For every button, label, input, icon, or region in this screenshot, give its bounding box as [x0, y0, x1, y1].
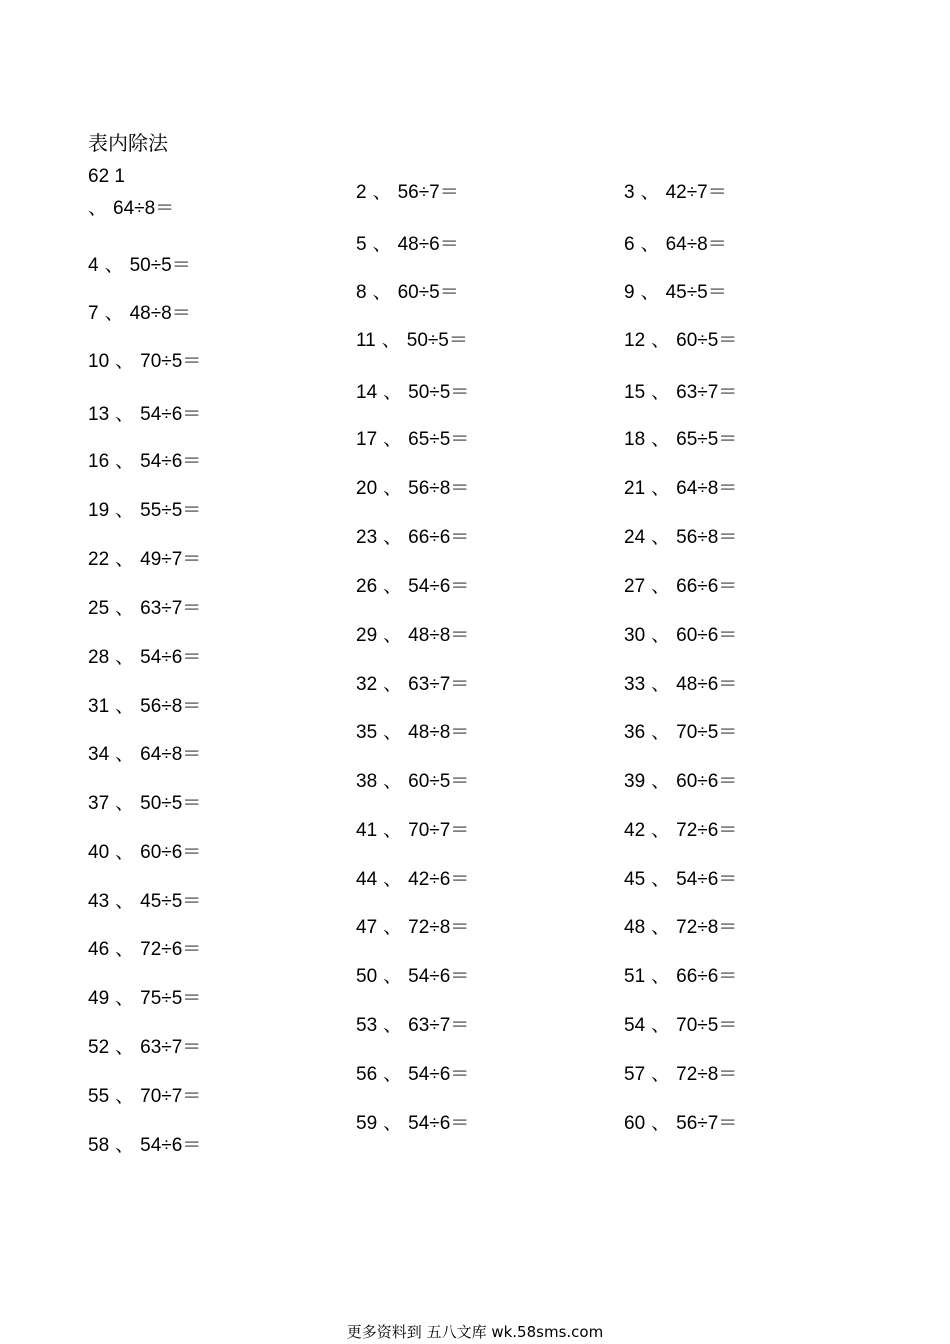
problem-separator: 、 [383, 382, 403, 403]
problem-expression: 60÷5＝ [397, 282, 459, 303]
problem-number: 58 [88, 1135, 110, 1156]
problem-item [356, 526, 469, 550]
problem-item [88, 1036, 201, 1060]
problem-separator: 、 [115, 1086, 135, 1107]
problem-number: 24 [624, 527, 646, 548]
problem-item [356, 819, 469, 843]
problem-number: 10 [88, 351, 110, 372]
problem-expression: 49÷7＝ [140, 549, 202, 570]
page-title: 表内除法 [88, 131, 168, 155]
problem-expression: 66÷6＝ [676, 966, 738, 987]
problem-separator: 、 [383, 1015, 403, 1036]
problem-item [624, 721, 737, 745]
problem-expression: 75÷5＝ [140, 988, 202, 1009]
problem-separator: 、 [115, 842, 135, 863]
problem-expression: 42÷6＝ [408, 869, 470, 890]
problem-number: 5 [356, 234, 367, 255]
problem-item [88, 450, 201, 474]
problem-separator: 、 [383, 820, 403, 841]
problem-expression: 50÷5＝ [129, 255, 191, 276]
problem-number: 7 [88, 303, 99, 324]
problem-item [356, 965, 469, 989]
problem-separator: 、 [383, 1113, 403, 1134]
problem-number: 37 [88, 793, 110, 814]
problem-separator: 、 [651, 625, 671, 646]
problem-expression: 54÷6＝ [140, 647, 202, 668]
problem-separator: 、 [372, 182, 392, 203]
problem-number: 3 [624, 182, 635, 203]
problem-item [624, 624, 737, 648]
problem-number: 15 [624, 382, 646, 403]
problem-item [356, 381, 469, 405]
problem-separator: 、 [651, 771, 671, 792]
problem-number: 44 [356, 869, 378, 890]
problem-item [624, 819, 737, 843]
problem-expression: 63÷7＝ [140, 1037, 202, 1058]
problem-separator: 、 [372, 234, 392, 255]
problem-item [624, 428, 737, 452]
problem-separator: 、 [115, 1037, 135, 1058]
problem-item [88, 197, 174, 221]
problem-separator: 、 [115, 351, 135, 372]
problem-expression: 54÷6＝ [676, 869, 738, 890]
problem-expression: 70÷5＝ [676, 722, 738, 743]
problem-expression: 60÷5＝ [676, 330, 738, 351]
problem-number: 22 [88, 549, 110, 570]
problem-item [356, 428, 469, 452]
problem-item [356, 281, 459, 305]
problem-expression: 48÷8＝ [408, 722, 470, 743]
problem-separator: 、 [115, 744, 135, 765]
problem-separator: 、 [381, 330, 401, 351]
problem-item [356, 721, 469, 745]
problem-expression: 72÷6＝ [140, 939, 202, 960]
problem-item [88, 499, 201, 523]
problem-separator: 、 [115, 1135, 135, 1156]
problem-number: 43 [88, 891, 110, 912]
problem-item [356, 329, 468, 353]
problem-separator: 、 [115, 939, 135, 960]
problem-number: 35 [356, 722, 378, 743]
problem-item [624, 575, 737, 599]
problem-separator: 、 [383, 576, 403, 597]
problem-item [88, 302, 191, 326]
problem-item [88, 938, 201, 962]
problem-number: 27 [624, 576, 646, 597]
problem-item [624, 770, 737, 794]
problem-item [356, 673, 469, 697]
problem-item [624, 673, 737, 697]
problem-number: 46 [88, 939, 110, 960]
problem-number: 4 [88, 255, 99, 276]
problem-item [624, 526, 737, 550]
problem-number: 9 [624, 282, 635, 303]
problem-number: 20 [356, 478, 378, 499]
problem-number: 29 [356, 625, 378, 646]
problem-expression: 64÷8＝ [113, 198, 175, 219]
problem-expression: 60÷6＝ [140, 842, 202, 863]
problem-separator: 、 [383, 966, 403, 987]
problem-separator: 、 [640, 234, 660, 255]
problem-expression: 54÷6＝ [408, 576, 470, 597]
problem-expression: 54÷6＝ [140, 404, 202, 425]
problem-number: 23 [356, 527, 378, 548]
problem-separator: 、 [115, 793, 135, 814]
problem-item [88, 597, 201, 621]
problem-separator: 、 [115, 549, 135, 570]
problem-separator: 、 [651, 1064, 671, 1085]
problem-item [624, 965, 737, 989]
problem-item [356, 477, 469, 501]
problem-expression: 70÷7＝ [140, 1086, 202, 1107]
problem-expression: 70÷5＝ [676, 1015, 738, 1036]
problem-separator: 、 [651, 478, 671, 499]
problem-number: 54 [624, 1015, 646, 1036]
problem-number: 21 [624, 478, 646, 499]
problem-item [356, 575, 469, 599]
problem-number: 31 [88, 696, 110, 717]
problem-number: 45 [624, 869, 646, 890]
problem-separator: 、 [104, 303, 124, 324]
problem-separator: 、 [651, 1113, 671, 1134]
problem-expression: 65÷5＝ [676, 429, 738, 450]
problem-item [624, 868, 737, 892]
problem-expression: 48÷8＝ [129, 303, 191, 324]
problem-expression: 72÷8＝ [408, 917, 470, 938]
problem-item [624, 477, 737, 501]
problem-item [88, 743, 201, 767]
problem-separator: 、 [383, 869, 403, 890]
problem-separator: 、 [115, 696, 135, 717]
problem-expression: 60÷6＝ [676, 625, 738, 646]
problem-expression: 50÷5＝ [140, 793, 202, 814]
problem-separator: 、 [383, 527, 403, 548]
problem-expression: 54÷6＝ [140, 451, 202, 472]
problem-expression: 48÷6＝ [676, 674, 738, 695]
problem-item [356, 624, 469, 648]
problem-expression: 60÷6＝ [676, 771, 738, 792]
problem-item [356, 1112, 469, 1136]
problem-number: 48 [624, 917, 646, 938]
problem-expression: 56÷8＝ [408, 478, 470, 499]
problem-expression: 70÷5＝ [140, 351, 202, 372]
problem-expression: 64÷8＝ [665, 234, 727, 255]
header-line: 62 1 [88, 166, 125, 187]
problem-expression: 42÷7＝ [665, 182, 727, 203]
problem-expression: 55÷5＝ [140, 500, 202, 521]
problem-number: 18 [624, 429, 646, 450]
problem-number: 55 [88, 1086, 110, 1107]
problem-number: 25 [88, 598, 110, 619]
problem-item [88, 1085, 201, 1109]
problem-separator: 、 [115, 500, 135, 521]
problem-expression: 63÷7＝ [408, 674, 470, 695]
problem-item [624, 1014, 737, 1038]
problem-expression: 60÷5＝ [408, 771, 470, 792]
problem-separator: 、 [115, 647, 135, 668]
problem-item [88, 646, 201, 670]
problem-expression: 50÷5＝ [408, 382, 470, 403]
problem-separator: 、 [372, 282, 392, 303]
problem-expression: 56÷8＝ [140, 696, 202, 717]
problem-number: 11 [356, 330, 376, 351]
problem-number: 53 [356, 1015, 378, 1036]
problem-item [624, 329, 737, 353]
problem-separator: 、 [104, 255, 124, 276]
problem-number: 49 [88, 988, 110, 1009]
problem-number: 51 [624, 966, 646, 987]
problem-expression: 45÷5＝ [665, 282, 727, 303]
problem-separator: 、 [651, 429, 671, 450]
problem-number: 6 [624, 234, 635, 255]
problem-expression: 66÷6＝ [408, 527, 470, 548]
problem-expression: 63÷7＝ [408, 1015, 470, 1036]
problem-separator: 、 [383, 625, 403, 646]
problem-number: 13 [88, 404, 110, 425]
problem-item [624, 381, 737, 405]
problem-separator: 、 [651, 674, 671, 695]
problem-item [356, 181, 459, 205]
problem-item [88, 792, 201, 816]
problem-expression: 63÷7＝ [140, 598, 202, 619]
problem-number: 47 [356, 917, 378, 938]
problem-number: 2 [356, 182, 367, 203]
problem-expression: 64÷8＝ [140, 744, 202, 765]
problem-item [624, 281, 727, 305]
problem-expression: 72÷8＝ [676, 917, 738, 938]
problem-number: 42 [624, 820, 646, 841]
problem-item [88, 548, 201, 572]
problem-separator: 、 [88, 198, 108, 219]
problem-number: 60 [624, 1113, 646, 1134]
problem-expression: 64÷8＝ [676, 478, 738, 499]
problem-number: 57 [624, 1064, 646, 1085]
problem-number: 14 [356, 382, 378, 403]
problem-number: 59 [356, 1113, 378, 1134]
problem-expression: 65÷5＝ [408, 429, 470, 450]
problem-separator: 、 [115, 451, 135, 472]
problem-item [88, 254, 191, 278]
problem-number: 33 [624, 674, 646, 695]
problem-number: 50 [356, 966, 378, 987]
problem-item [88, 403, 201, 427]
problem-number: 34 [88, 744, 110, 765]
problem-item [356, 770, 469, 794]
problem-number: 36 [624, 722, 646, 743]
problem-item [88, 350, 201, 374]
problem-expression: 50÷5＝ [406, 330, 468, 351]
problem-item [88, 695, 201, 719]
problem-expression: 56÷7＝ [676, 1113, 738, 1134]
problem-item [88, 987, 201, 1011]
problem-number: 17 [356, 429, 378, 450]
problem-number: 41 [356, 820, 378, 841]
problem-item [356, 1063, 469, 1087]
problem-number: 52 [88, 1037, 110, 1058]
problem-item [88, 890, 201, 914]
problem-separator: 、 [651, 382, 671, 403]
problem-separator: 、 [383, 917, 403, 938]
problem-number: 56 [356, 1064, 378, 1085]
problem-separator: 、 [651, 966, 671, 987]
problem-item [88, 1134, 201, 1158]
problem-expression: 54÷6＝ [140, 1135, 202, 1156]
problem-expression: 54÷6＝ [408, 1113, 470, 1134]
problem-item [356, 868, 469, 892]
problem-number: 8 [356, 282, 367, 303]
problem-expression: 72÷8＝ [676, 1064, 738, 1085]
problem-item [88, 841, 201, 865]
problem-separator: 、 [115, 404, 135, 425]
problem-expression: 48÷8＝ [408, 625, 470, 646]
problem-number: 30 [624, 625, 646, 646]
problem-number: 19 [88, 500, 110, 521]
problem-number: 39 [624, 771, 646, 792]
problem-item [624, 916, 737, 940]
problem-number: 40 [88, 842, 110, 863]
problem-separator: 、 [651, 722, 671, 743]
problem-separator: 、 [651, 869, 671, 890]
problem-item [624, 1112, 737, 1136]
problem-expression: 56÷7＝ [397, 182, 459, 203]
problem-separator: 、 [115, 988, 135, 1009]
problem-expression: 56÷8＝ [676, 527, 738, 548]
problem-expression: 63÷7＝ [676, 382, 738, 403]
problem-separator: 、 [651, 917, 671, 938]
problem-number: 26 [356, 576, 378, 597]
problem-separator: 、 [640, 282, 660, 303]
problem-separator: 、 [383, 429, 403, 450]
problem-separator: 、 [651, 527, 671, 548]
problem-separator: 、 [383, 771, 403, 792]
problem-separator: 、 [383, 478, 403, 499]
problem-expression: 45÷5＝ [140, 891, 202, 912]
problem-separator: 、 [640, 182, 660, 203]
problem-number: 28 [88, 647, 110, 668]
problem-item [624, 181, 727, 205]
problem-separator: 、 [383, 674, 403, 695]
problem-item [624, 233, 727, 257]
problem-separator: 、 [651, 820, 671, 841]
problem-separator: 、 [651, 330, 671, 351]
footer-watermark: 更多资料到 五八文库 wk.58sms.com [346, 1323, 604, 1341]
problem-number: 12 [624, 330, 646, 351]
problem-separator: 、 [383, 1064, 403, 1085]
problem-number: 16 [88, 451, 110, 472]
problem-item [356, 916, 469, 940]
problem-item [624, 1063, 737, 1087]
problem-expression: 54÷6＝ [408, 1064, 470, 1085]
problem-expression: 48÷6＝ [397, 234, 459, 255]
problem-separator: 、 [651, 1015, 671, 1036]
problem-item [356, 233, 459, 257]
problem-item [356, 1014, 469, 1038]
problem-number: 38 [356, 771, 378, 792]
problem-expression: 66÷6＝ [676, 576, 738, 597]
problem-separator: 、 [115, 891, 135, 912]
problem-separator: 、 [115, 598, 135, 619]
problem-expression: 72÷6＝ [676, 820, 738, 841]
problem-expression: 54÷6＝ [408, 966, 470, 987]
problem-separator: 、 [383, 722, 403, 743]
problem-separator: 、 [651, 576, 671, 597]
problem-number: 32 [356, 674, 378, 695]
problem-expression: 70÷7＝ [408, 820, 470, 841]
